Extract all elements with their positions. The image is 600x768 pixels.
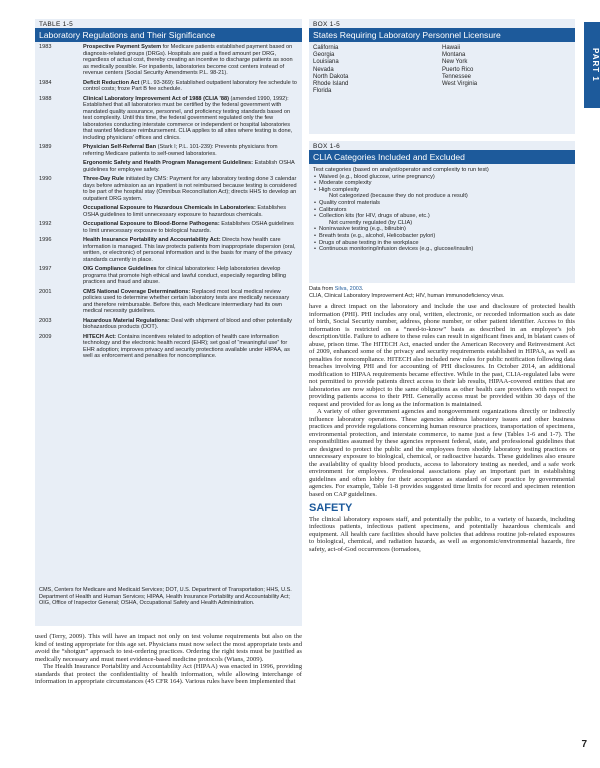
table-row — [39, 237, 298, 263]
row-text: Establish OSHA guidelines for employee safety. — [83, 160, 295, 173]
row-name: Physician Self-Referral Ban — [83, 144, 157, 150]
clia-item: • Quality control materials — [321, 200, 571, 207]
state-item: North Dakota — [313, 73, 349, 80]
row-year: 1988 — [39, 95, 52, 102]
row-entry — [83, 237, 298, 263]
row-entry — [83, 205, 298, 218]
row-year: 1983 — [39, 44, 52, 50]
box-title: CLIA Categories Included and Excluded — [309, 150, 575, 164]
box-title: States Requiring Laboratory Personnel Licensure — [309, 28, 575, 42]
clia-item: • Noninvasive testing (e.g., bilirubin) — [321, 226, 571, 233]
clia-item: • Waived (e.g., blood glucose, urine pregnancy) — [321, 174, 571, 181]
row-name: Three-Day Rule — [83, 176, 125, 182]
clia-intro: Test categories (based on analyst/operator and complexity to run test) — [313, 167, 489, 173]
table-row — [39, 176, 298, 202]
states-list — [309, 42, 575, 98]
row-entry — [83, 334, 298, 360]
row-year: 1992 — [39, 221, 52, 227]
paragraph: have a direct impact on the laboratory and include the use and disclosure of protected health information (PHI). PHI includes any oral, written, electronic, or recorded information such as date of birth, Social Security number, address, phone number, or other patient identifier. Access to this information is restricted on a “need-to-know” basis as described in an employee’s job description/title. Failure to adhere to these rules can result in significant fines and, in blatant cases of abuse, prison time. The HITECH Act, enacted under the American Recovery and Reinvestment Act of 2009, enhanced some of the privacy and security requirements established in HIPAA, as well as penalties for noncompliance. HITECH also included new rules for public notification following data breaches involving PHI and for accounting of PHI disclosures. In October 2014, an additional modification to HIPAA requirements became effective. While in the past, CLIA-regulated labs were not permitted to provide patients direct access to their lab results, HIPAA-covered entities that are laboratories are now subject to the same obligations as other health care providers with respect to providing patients access to their PHI. Generally access must be provided within 30 days of the request and provided for as long as the information is maintained. — [309, 303, 575, 408]
paragraph: The Health Insurance Portability and Accountability Act (HIPAA) was enacted in 1996, providing standards that protect the confidentiality of health information, while allowing interchange of information in appropriate circumstances (45 CFR 164). Various rules have been implemented that — [35, 663, 302, 685]
row-entry — [83, 176, 298, 202]
row-name: Deficit Reduction Act — [83, 79, 140, 86]
box-label: BOX 1-5 — [313, 21, 341, 28]
row-year: 2003 — [39, 317, 52, 324]
row-text: for clinical laboratories: Help laboratories develop programs that promote high ethical and lawful conduct, especially regarding billing practices and fraud and abuse. — [83, 266, 287, 285]
row-text: Establishes OSHA guidelines to limit unnecessary exposure to biological hazards. — [83, 221, 294, 234]
table-1-5 — [35, 19, 302, 626]
table-row — [39, 221, 298, 234]
row-name: Clinical Laboratory Improvement Act of 1988 (CLIA ’88) — [83, 95, 229, 102]
box-1-6 — [309, 141, 575, 283]
table-title: Laboratory Regulations and Their Significance — [35, 28, 302, 42]
table-row — [39, 289, 298, 315]
row-entry — [83, 80, 298, 93]
state-item: Tennessee — [442, 73, 472, 80]
state-item: Hawaii — [442, 45, 461, 51]
state-item: West Virginia — [442, 81, 478, 88]
table-label: TABLE 1-5 — [39, 21, 74, 28]
row-year — [39, 205, 83, 218]
row-name: Health Insurance Portability and Accountability Act: — [83, 237, 221, 243]
page-number: 7 — [581, 739, 587, 750]
row-entry — [83, 160, 298, 173]
part-tab: PART 1 — [584, 22, 600, 108]
row-name: HITECH Act: — [83, 333, 117, 340]
row-name: Occupational Exposure to Blood-Borne Pathogens: — [83, 221, 220, 227]
state-item: Florida — [313, 88, 332, 95]
clia-item: • Calibrators — [321, 207, 571, 214]
table-row — [39, 144, 298, 157]
table-row — [39, 205, 298, 218]
table-row — [39, 266, 298, 286]
row-text: Establishes OSHA guidelines to limit unnecessary exposure to hazardous chemicals. — [83, 205, 286, 218]
clia-item: • High complexity — [321, 187, 571, 194]
row-year: 1984 — [39, 79, 52, 86]
row-text: (Stark I; P.L. 101-239): Prevents physicians from referring Medicare patients to self-owned laboratories. — [83, 144, 278, 157]
row-entry — [83, 44, 298, 77]
box-label: BOX 1-6 — [313, 143, 341, 150]
clia-item: • Drugs of abuse testing in the workplace — [321, 240, 571, 247]
table-row — [39, 334, 298, 360]
state-item: Montana — [442, 52, 466, 59]
row-name: OIG Compliance Guidelines — [83, 266, 157, 272]
row-text: initiated by CMS: Payment for any laboratory testing done 3 calendar days before admission as an inpatient is not reimbursed because testing is considered to be part of the hospital stay (Omnibus Reconciliation Act); directs HHS to develop an outpatient DRG system. — [83, 176, 297, 202]
row-entry — [83, 289, 298, 315]
table-footnote: CMS, Centers for Medicare and Medicaid Services; DOT, U.S. Department of Transportation; HHS, U.S. Department of Health and Human Services; HIPAA, Health Insurance Portability and Accountability Act; OIG, Office of Inspector General; OSHA, Occupational Safety and Health Administration. — [39, 587, 292, 606]
table-row — [39, 318, 298, 331]
state-item: New York — [442, 59, 468, 66]
row-name: CMS National Coverage Determinations: — [83, 288, 191, 295]
states-col-1 — [313, 45, 442, 95]
row-name: Prospective Payment System — [83, 44, 162, 50]
paragraph: The clinical laboratory exposes staff, and potentially the public, to a variety of hazards, including infectious patients, infectious patient specimens, and potentially hazardous chemicals and equipment. All health care facilities should have policies that address routine job-related exposures to biological, chemical, and radiation hazards, as well as ergonomic/environmental hazards, fire safety, act-of-God occurrences (tornadoes, — [309, 515, 575, 553]
clia-item: • Continuous monitoring/infusion devices (e.g., glucose/insulin) — [321, 246, 571, 253]
clia-subnote: Not categorized (because they do not produce a result) — [329, 193, 468, 200]
row-name: Ergonomic Safety and Health Program Management Guidelines: — [83, 160, 254, 166]
state-item: Georgia — [313, 52, 335, 59]
row-entry — [83, 318, 298, 331]
clia-list — [309, 164, 575, 256]
row-year — [39, 160, 83, 173]
paragraph: A variety of other government agencies and nongovernment organizations directly or indirectly influence laboratory operations. These agencies address laboratory issues and other business practices and provide regulations concerning human resource practices, transportation of specimens, environmental protection, and interstate commerce, to name just a few (Tables 1-6 and 1-7). The responsibilities assumed by these agencies represent federal, state, and professional guidelines that are designed to protect the public and the employees from shoddy laboratory testing practices or unnecessary exposure to biological, chemical, or radioactive hazards. These guidelines also ensure the availability of quality blood products, access to laboratory testing as needed, and a safe work environment for employees. Professional associations play an important part in establishing guidelines and often lobby for their acceptance as standard of care practice by governmental agencies. For example, Table 1-8 provides suggested time limits for record and specimen retention based on CAP guidelines. — [309, 408, 575, 498]
state-item: California — [313, 45, 339, 51]
row-year: 1989 — [39, 144, 52, 150]
section-heading: SAFETY — [309, 502, 353, 514]
right-column-text — [309, 303, 575, 553]
row-text: Deal with shipment of blood and other potentially biohazardous products (DOT). — [83, 317, 292, 330]
row-year: 1996 — [39, 237, 52, 243]
row-text: for Medicare patients established payment based on diagnosis-related groups (DRGs). Hospitals are paid a fixed amount per DRG, regardless of actual cost, thereby creating an incentive to discharge patients as soon as medically possible. For inpatients, laboratories become cost centers instead of revenue centers (Social Security Amendments P.L. 98-21). — [83, 44, 293, 76]
row-entry — [83, 221, 298, 234]
state-item: Louisiana — [313, 59, 339, 66]
box-1-5 — [309, 19, 575, 134]
table-row — [39, 160, 298, 173]
row-text: Replaced most local medical review policies used to determine whether certain laboratory tests are medically necessary and therefore reimbursable. Before this, each Medicare intermediary had its own medical necessity guidelines. — [83, 288, 290, 314]
row-year: 1990 — [39, 176, 52, 182]
states-col-2 — [442, 45, 571, 95]
state-item: Rhode Island — [313, 81, 349, 88]
table-row — [39, 44, 298, 77]
row-text: Directs how health care information is managed. This law protects patients from inappropriate dispersion (oral, written, or electronic) of personal information and is the basis for many of the privacy standards currently in place. — [83, 237, 296, 263]
row-entry — [83, 266, 298, 286]
row-year: 1997 — [39, 266, 52, 272]
left-column-text — [35, 633, 302, 686]
row-year: 2009 — [39, 333, 52, 340]
row-text: Contains incentives related to adoption of health care information technology and the electronic health record (EHR); set goal of “meaningful use” for EHR adoption; improves privacy and security protections available under HIPAA, as well as enforcement and penalties for noncompliance. — [83, 333, 290, 359]
row-name: Occupational Exposure to Hazardous Chemicals in Laboratories: — [83, 205, 256, 211]
row-text: (amended 1990, 1992): Established that all laboratories must be certified by the federal government with mandated quality assurance, personnel, and proficiency testing standards based on test complexity. Until this time, the federal government regulated only the few laboratories conducting interstate commerce or independent or hospital laboratories that wanted Medicare reimbursement. CLIA applies to all sites where testing is done, including physicians’ offices and clinics. — [83, 95, 293, 141]
table-rows — [35, 42, 302, 360]
paragraph: used (Terry, 2009). This will have an impact not only on test volume requirements but also on the kind of testing appropriate for this age set. Physicians must now select the most appropriate tests and avoid the “shotgun” approach to test-ordering practices. Ordering the right tests must be justified as medically necessary and must meet evidence-based medicine protocols (Wians, 2009). — [35, 633, 302, 663]
box-source: Data from Silva, 2003. CLIA, Clinical Laboratory Improvement Act; HIV, human immunodeficiency virus. — [309, 286, 575, 299]
row-entry — [83, 96, 298, 142]
clia-subnote: Not currently regulated (by CLIA) — [329, 219, 413, 226]
row-year: 2001 — [39, 288, 52, 295]
table-row — [39, 96, 298, 142]
row-entry — [83, 144, 298, 157]
table-row — [39, 80, 298, 93]
box-abbrev: CLIA, Clinical Laboratory Improvement Act; HIV, human immunodeficiency virus. — [309, 292, 505, 299]
source-link[interactable]: Silva, 2003 — [334, 286, 362, 292]
state-item: Nevada — [313, 66, 334, 73]
clia-item: • Breath tests (e.g., alcohol, Helicobacter pylori) — [321, 233, 571, 240]
clia-item: • Collection kits (for HIV, drugs of abuse, etc.) — [321, 213, 571, 220]
row-name: Hazardous Material Regulations: — [83, 317, 170, 324]
row-text: (P.L. 93-369): Established outpatient laboratory fee schedule to control costs; froze Part B fee schedule. — [83, 79, 297, 92]
clia-item: • Moderate complexity — [321, 180, 571, 187]
state-item: Puerto Rico — [442, 66, 474, 73]
